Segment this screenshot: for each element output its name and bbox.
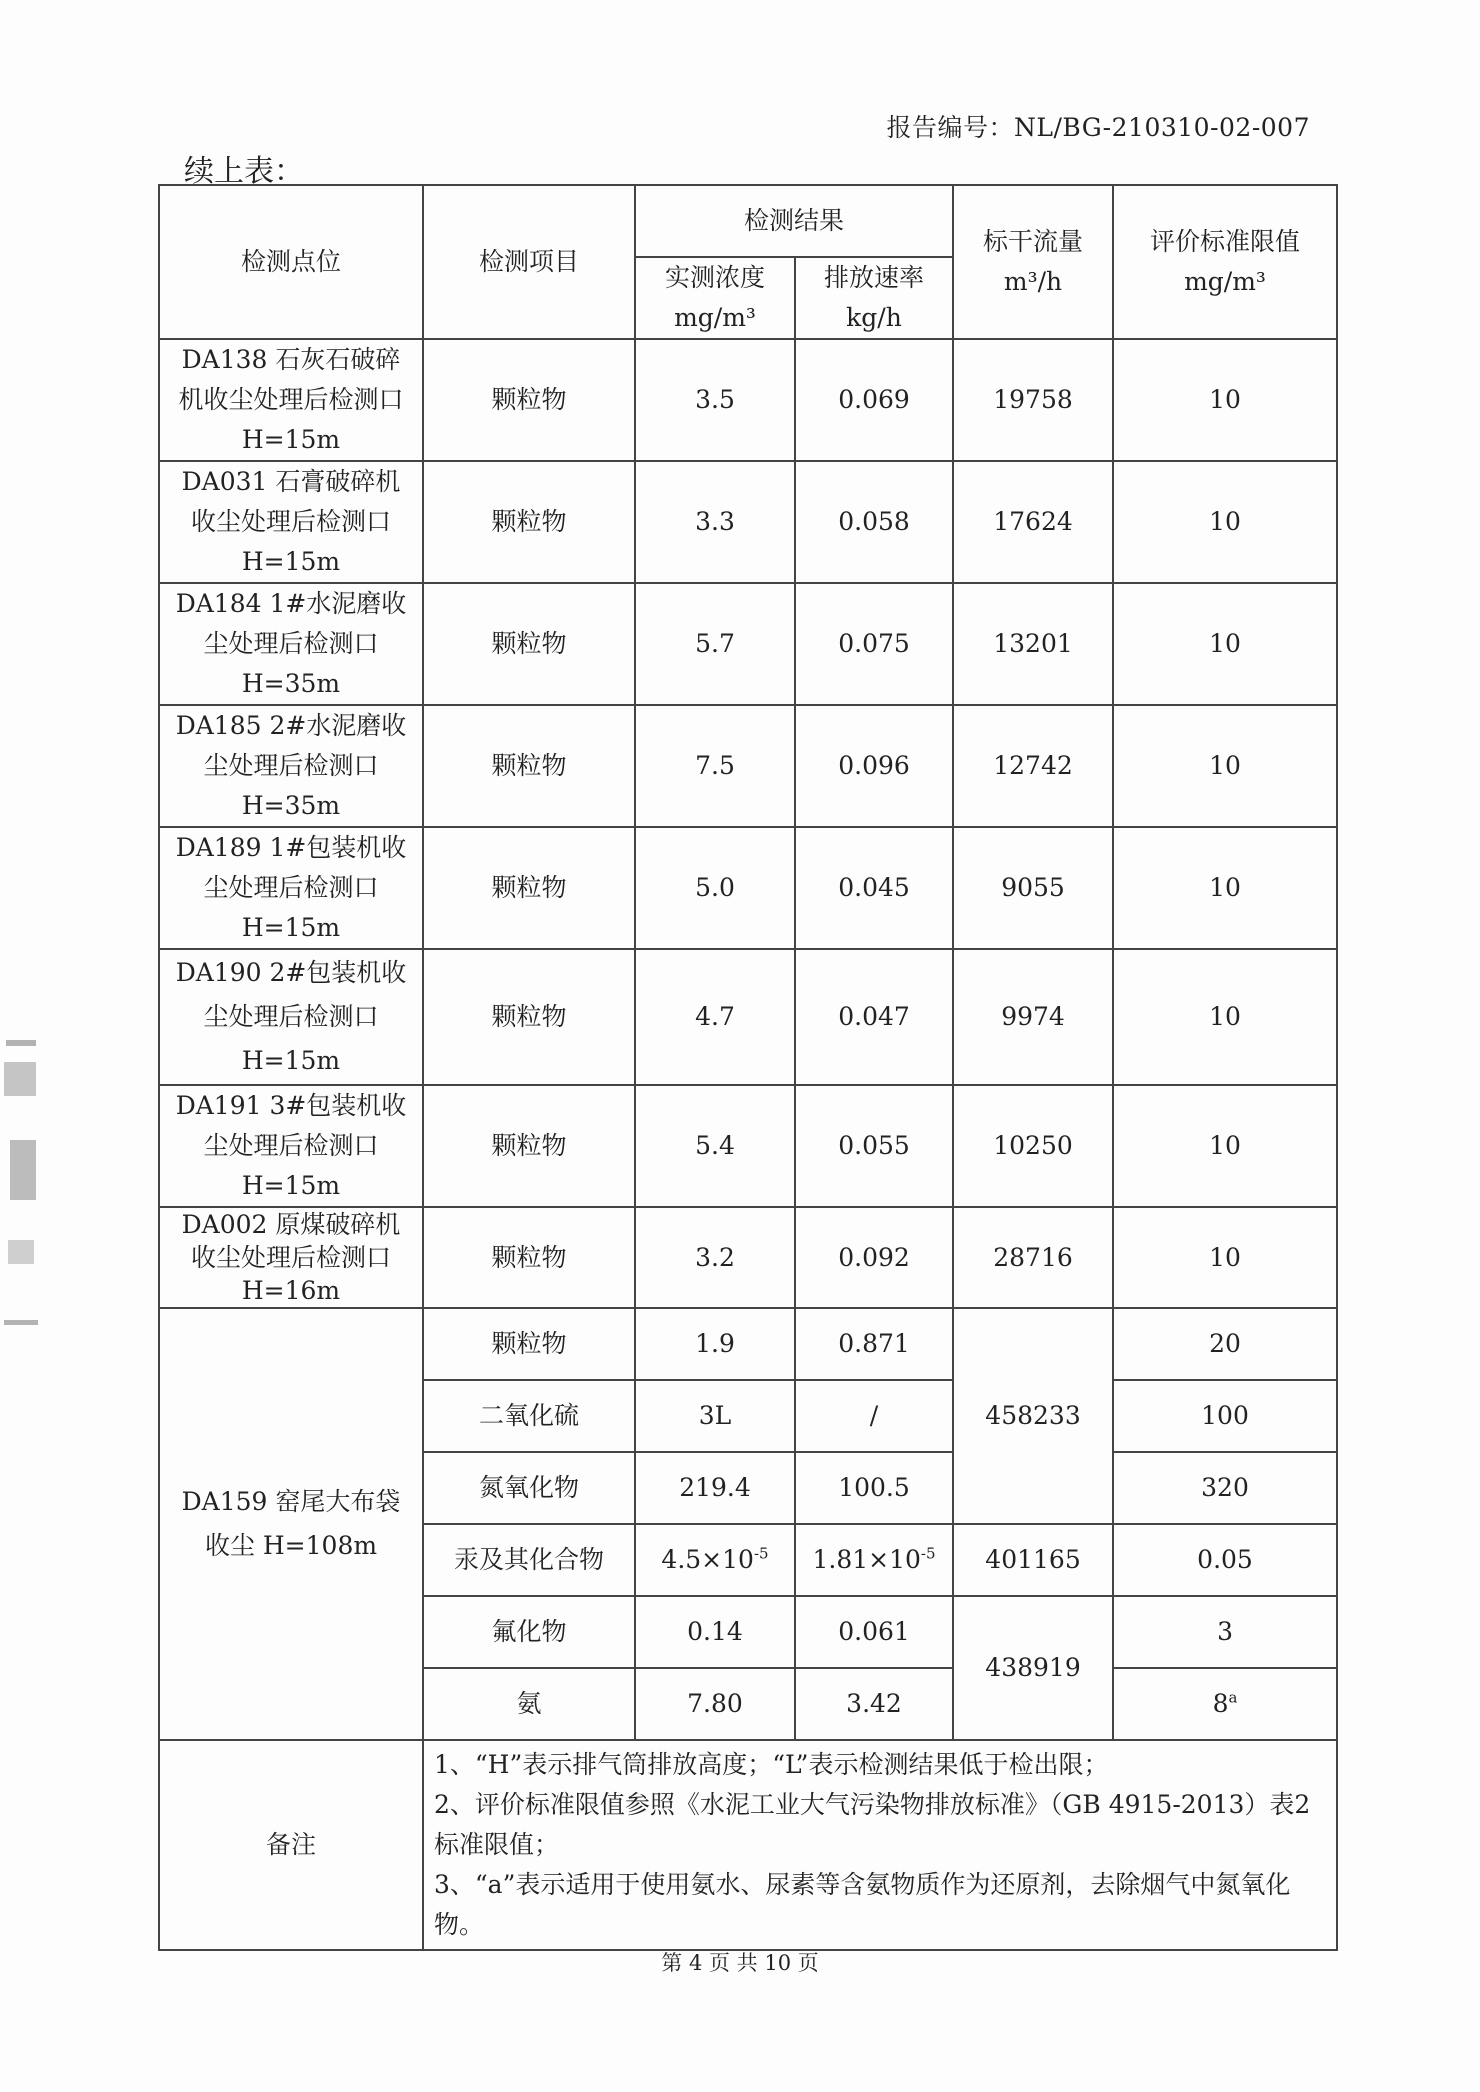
site-cell: DA002 原煤破碎机 收尘处理后检测口 H=16m — [159, 1207, 423, 1308]
remark-line: 2、评价标准限值参照《水泥工业大气污染物排放标准》（GB 4915-2013）表2标准限值； — [434, 1790, 1311, 1859]
site-cell: DA190 2#包装机收 尘处理后检测口 H=15m — [159, 949, 423, 1085]
report-number: 报告编号：NL/BG-210310-02-007 — [886, 113, 1310, 142]
rate-cell: 0.069 — [795, 339, 953, 461]
flow-cell: 10250 — [953, 1085, 1113, 1207]
rate-cell: 0.061 — [795, 1596, 953, 1668]
site-cell: DA189 1#包装机收 尘处理后检测口 H=15m — [159, 827, 423, 949]
rate-cell: 0.075 — [795, 583, 953, 705]
item-cell: 颗粒物 — [423, 705, 635, 827]
concentration-cell: 0.14 — [635, 1596, 795, 1668]
table-row — [159, 949, 1337, 1085]
concentration-cell: 4.7 — [635, 949, 795, 1085]
rate-cell: 0.047 — [795, 949, 953, 1085]
limit-cell: 320 — [1113, 1452, 1337, 1524]
flow-cell: 28716 — [953, 1207, 1113, 1308]
item-cell: 颗粒物 — [423, 461, 635, 583]
flow-cell: 458233 — [953, 1308, 1113, 1524]
table-row — [159, 1207, 1337, 1308]
site-cell: DA191 3#包装机收 尘处理后检测口 H=15m — [159, 1085, 423, 1207]
page-number: 第 4 页 共 10 页 — [661, 1951, 819, 1975]
rate-cell: 0.092 — [795, 1207, 953, 1308]
limit-cell: 10 — [1113, 949, 1337, 1085]
table-row — [159, 339, 1337, 461]
header-limit: 评价标准限值 mg/m³ — [1113, 185, 1337, 339]
flow-cell: 438919 — [953, 1596, 1113, 1740]
item-cell: 氟化物 — [423, 1596, 635, 1668]
concentration-cell: 5.7 — [635, 583, 795, 705]
item-cell: 颗粒物 — [423, 1308, 635, 1380]
flow-cell: 17624 — [953, 461, 1113, 583]
item-cell: 二氧化硫 — [423, 1380, 635, 1452]
site-cell: DA184 1#水泥磨收 尘处理后检测口 H=35m — [159, 583, 423, 705]
item-cell: 颗粒物 — [423, 1207, 635, 1308]
partial-stamp-mark — [0, 1040, 44, 1330]
item-cell: 汞及其化合物 — [423, 1524, 635, 1596]
item-cell: 颗粒物 — [423, 1085, 635, 1207]
site-cell-kiln: DA159 窑尾大布袋 收尘 H=108m — [159, 1308, 423, 1740]
table-row — [159, 461, 1337, 583]
flow-cell: 401165 — [953, 1524, 1113, 1596]
flow-cell: 9974 — [953, 949, 1113, 1085]
rate-cell: 0.045 — [795, 827, 953, 949]
concentration-cell: 5.0 — [635, 827, 795, 949]
table-row — [159, 583, 1337, 705]
rate-cell: 0.871 — [795, 1308, 953, 1380]
table-row — [159, 1085, 1337, 1207]
rate-cell: $1.81\times 10^{-5}$ — [795, 1524, 953, 1596]
limit-cell: 0.05 — [1113, 1524, 1337, 1596]
limit-cell: 10 — [1113, 461, 1337, 583]
remark-line: 1、“H”表示排气筒排放高度；“L”表示检测结果低于检出限； — [434, 1750, 1109, 1779]
flow-cell: 13201 — [953, 583, 1113, 705]
limit-cell: 8$^a$ — [1113, 1668, 1337, 1740]
item-cell: 颗粒物 — [423, 583, 635, 705]
flow-cell: 12742 — [953, 705, 1113, 827]
concentration-cell: 5.4 — [635, 1085, 795, 1207]
header-result-group: 检测结果 — [635, 185, 953, 257]
header-concentration: 实测浓度 mg/m³ — [635, 257, 795, 339]
limit-cell: 10 — [1113, 339, 1337, 461]
continued-label: 续上表： — [184, 154, 304, 189]
limit-cell: 10 — [1113, 705, 1337, 827]
emission-results-table — [158, 184, 1338, 1951]
item-cell: 颗粒物 — [423, 827, 635, 949]
limit-cell: 10 — [1113, 827, 1337, 949]
remarks-content — [423, 1740, 1337, 1950]
remarks-label: 备注 — [159, 1740, 423, 1950]
limit-cell: 10 — [1113, 1085, 1337, 1207]
header-rate: 排放速率 kg/h — [795, 257, 953, 339]
table-row — [159, 705, 1337, 827]
concentration-cell: 3.5 — [635, 339, 795, 461]
remarks-row — [159, 1740, 1337, 1950]
limit-cell: 10 — [1113, 1207, 1337, 1308]
site-cell: DA138 石灰石破碎 机收尘处理后检测口 H=15m — [159, 339, 423, 461]
item-cell: 氨 — [423, 1668, 635, 1740]
flow-cell: 9055 — [953, 827, 1113, 949]
table-row — [159, 1308, 1337, 1380]
site-cell: DA031 石膏破碎机 收尘处理后检测口 H=15m — [159, 461, 423, 583]
limit-cell: 20 — [1113, 1308, 1337, 1380]
header-site: 检测点位 — [159, 185, 423, 339]
limit-cell: 100 — [1113, 1380, 1337, 1452]
concentration-cell: 3L — [635, 1380, 795, 1452]
rate-cell: 100.5 — [795, 1452, 953, 1524]
table-row — [159, 827, 1337, 949]
rate-cell: 0.055 — [795, 1085, 953, 1207]
concentration-cell: 3.2 — [635, 1207, 795, 1308]
item-cell: 颗粒物 — [423, 949, 635, 1085]
rate-cell: 0.058 — [795, 461, 953, 583]
site-cell: DA185 2#水泥磨收 尘处理后检测口 H=35m — [159, 705, 423, 827]
item-cell: 颗粒物 — [423, 339, 635, 461]
concentration-cell: 7.80 — [635, 1668, 795, 1740]
header-item: 检测项目 — [423, 185, 635, 339]
flow-cell: 19758 — [953, 339, 1113, 461]
limit-cell: 3 — [1113, 1596, 1337, 1668]
concentration-cell: 219.4 — [635, 1452, 795, 1524]
remark-line: 3、“a”表示适用于使用氨水、尿素等含氨物质作为还原剂，去除烟气中氮氧化物。 — [434, 1870, 1291, 1939]
limit-cell: 10 — [1113, 583, 1337, 705]
concentration-cell: 3.3 — [635, 461, 795, 583]
concentration-cell: 7.5 — [635, 705, 795, 827]
item-cell: 氮氧化物 — [423, 1452, 635, 1524]
concentration-cell: 1.9 — [635, 1308, 795, 1380]
rate-cell: 0.096 — [795, 705, 953, 827]
header-flow: 标干流量 m³/h — [953, 185, 1113, 339]
rate-cell: / — [795, 1380, 953, 1452]
concentration-cell: $4.5\times 10^{-5}$ — [635, 1524, 795, 1596]
rate-cell: 3.42 — [795, 1668, 953, 1740]
